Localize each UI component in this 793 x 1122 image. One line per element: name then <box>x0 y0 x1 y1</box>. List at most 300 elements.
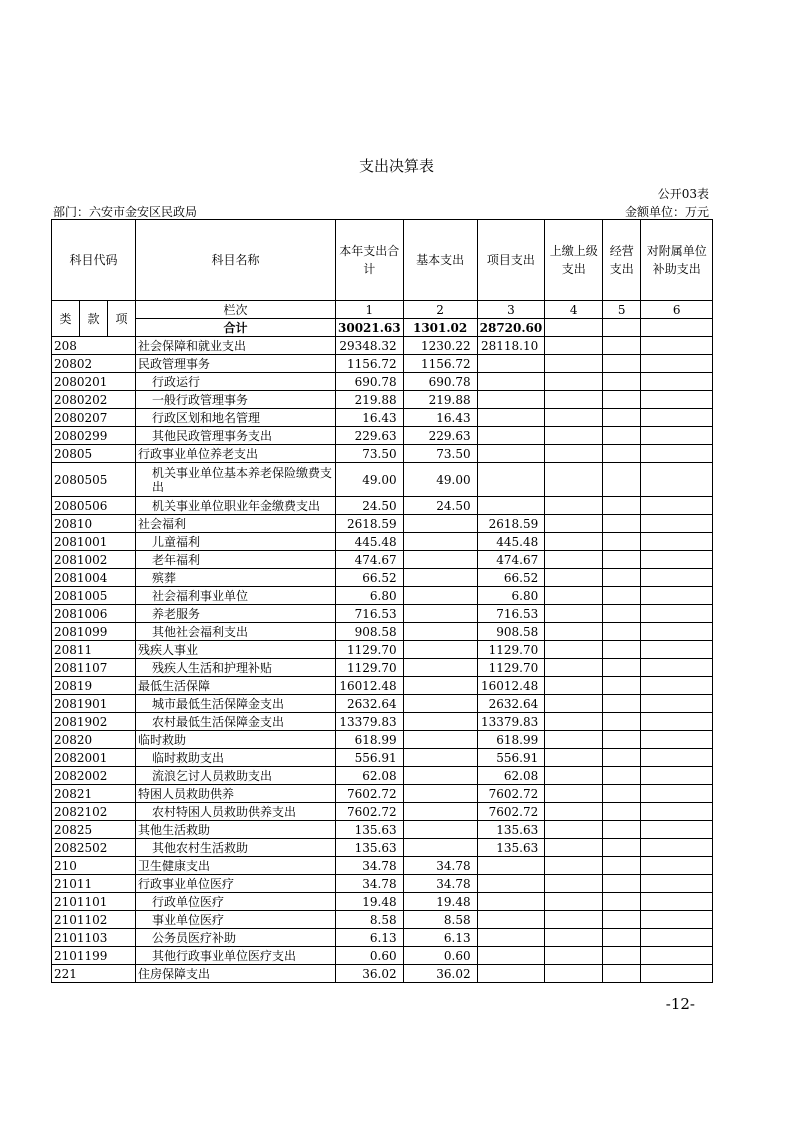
row-name: 老年福利 <box>136 551 336 569</box>
header-row <box>52 220 713 301</box>
row-total: 229.63 <box>336 427 404 445</box>
row-business <box>603 587 641 605</box>
row-business <box>603 767 641 785</box>
row-code: 2080299 <box>52 427 136 445</box>
row-upper <box>545 803 603 821</box>
row-upper <box>545 373 603 391</box>
row-subsidy <box>641 551 713 569</box>
row-upper <box>545 965 603 983</box>
row-name: 养老服务 <box>136 605 336 623</box>
row-business <box>603 641 641 659</box>
row-business <box>603 515 641 533</box>
row-code: 20821 <box>52 785 136 803</box>
row-business <box>603 391 641 409</box>
row-basic <box>403 821 477 839</box>
unit-label: 金额单位：万元 <box>624 205 709 219</box>
row-basic <box>403 713 477 731</box>
row-basic <box>403 623 477 641</box>
row-code: 2081902 <box>52 713 136 731</box>
row-project: 556.91 <box>477 749 545 767</box>
row-project <box>477 463 545 497</box>
row-business <box>603 463 641 497</box>
row-total: 24.50 <box>336 497 404 515</box>
row-name: 其他行政事业单位医疗支出 <box>136 947 336 965</box>
row-total: 7602.72 <box>336 803 404 821</box>
row-business <box>603 497 641 515</box>
row-business <box>603 911 641 929</box>
row-subsidy <box>641 337 713 355</box>
row-basic <box>403 803 477 821</box>
row-upper <box>545 839 603 857</box>
row-code: 2081006 <box>52 605 136 623</box>
row-code: 2080201 <box>52 373 136 391</box>
row-code: 20802 <box>52 355 136 373</box>
row-business <box>603 373 641 391</box>
table-row <box>52 587 713 605</box>
row-code: 2082002 <box>52 767 136 785</box>
row-upper <box>545 911 603 929</box>
row-basic <box>403 677 477 695</box>
row-subsidy <box>641 373 713 391</box>
row-total: 34.78 <box>336 875 404 893</box>
table-row <box>52 605 713 623</box>
row-basic <box>403 587 477 605</box>
row-total: 6.13 <box>336 929 404 947</box>
row-total: 135.63 <box>336 839 404 857</box>
row-name: 住房保障支出 <box>136 965 336 983</box>
table-row <box>52 965 713 983</box>
row-name: 残疾人生活和护理补贴 <box>136 659 336 677</box>
row-subsidy <box>641 767 713 785</box>
row-project: 62.08 <box>477 767 545 785</box>
header-code: 科目代码 <box>52 220 136 301</box>
row-code: 2082001 <box>52 749 136 767</box>
row-code: 2101199 <box>52 947 136 965</box>
row-upper <box>545 551 603 569</box>
row-project: 2632.64 <box>477 695 545 713</box>
row-project: 66.52 <box>477 569 545 587</box>
row-basic <box>403 515 477 533</box>
row-project: 16012.48 <box>477 677 545 695</box>
row-project: 716.53 <box>477 605 545 623</box>
row-name: 临时救助支出 <box>136 749 336 767</box>
row-project: 135.63 <box>477 821 545 839</box>
row-code: 2080505 <box>52 463 136 497</box>
row-name: 一般行政管理事务 <box>136 391 336 409</box>
row-subsidy <box>641 427 713 445</box>
row-business <box>603 839 641 857</box>
row-upper <box>545 785 603 803</box>
row-business <box>603 965 641 983</box>
row-total: 36.02 <box>336 965 404 983</box>
row-project <box>477 893 545 911</box>
col-index-4: 4 <box>545 301 603 319</box>
row-business <box>603 947 641 965</box>
table-row <box>52 551 713 569</box>
row-subsidy <box>641 821 713 839</box>
row-subsidy <box>641 929 713 947</box>
row-subsidy <box>641 911 713 929</box>
row-subsidy <box>641 409 713 427</box>
row-code: 2081107 <box>52 659 136 677</box>
row-upper <box>545 695 603 713</box>
row-basic <box>403 605 477 623</box>
row-subsidy <box>641 497 713 515</box>
row-upper <box>545 893 603 911</box>
row-name: 最低生活保障 <box>136 677 336 695</box>
row-name: 行政事业单位医疗 <box>136 875 336 893</box>
row-name: 特困人员救助供养 <box>136 785 336 803</box>
row-basic <box>403 695 477 713</box>
row-subsidy <box>641 803 713 821</box>
row-total: 1129.70 <box>336 641 404 659</box>
row-upper <box>545 427 603 445</box>
row-code: 2081099 <box>52 623 136 641</box>
row-subsidy <box>641 515 713 533</box>
table-row <box>52 641 713 659</box>
row-total: 29348.32 <box>336 337 404 355</box>
row-code: 20811 <box>52 641 136 659</box>
row-subsidy <box>641 605 713 623</box>
header-project: 项目支出 <box>477 220 545 301</box>
row-upper <box>545 641 603 659</box>
row-upper <box>545 677 603 695</box>
row-subsidy <box>641 731 713 749</box>
row-project <box>477 409 545 427</box>
header-basic: 基本支出 <box>403 220 477 301</box>
row-subsidy <box>641 641 713 659</box>
row-name: 临时救助 <box>136 731 336 749</box>
row-business <box>603 749 641 767</box>
row-project: 28118.10 <box>477 337 545 355</box>
table-row <box>52 515 713 533</box>
row-name: 公务员医疗补助 <box>136 929 336 947</box>
row-code: 208 <box>52 337 136 355</box>
row-name: 机关事业单位基本养老保险缴费支出 <box>136 463 336 497</box>
row-name: 事业单位医疗 <box>136 911 336 929</box>
row-project <box>477 391 545 409</box>
table-row <box>52 497 713 515</box>
row-name: 儿童福利 <box>136 533 336 551</box>
col-index-2: 2 <box>403 301 477 319</box>
row-total: 716.53 <box>336 605 404 623</box>
row-total: 7602.72 <box>336 785 404 803</box>
department-label: 部门：六安市金安区民政局 <box>53 205 198 219</box>
row-total: 2632.64 <box>336 695 404 713</box>
header-name: 科目名称 <box>136 220 336 301</box>
row-upper <box>545 463 603 497</box>
row-project: 1129.70 <box>477 659 545 677</box>
table-row <box>52 659 713 677</box>
row-project: 2618.59 <box>477 515 545 533</box>
row-basic: 1230.22 <box>403 337 477 355</box>
row-project: 618.99 <box>477 731 545 749</box>
row-code: 210 <box>52 857 136 875</box>
row-basic: 1156.72 <box>403 355 477 373</box>
table-row <box>52 533 713 551</box>
row-total: 13379.83 <box>336 713 404 731</box>
header-kuan: 款 <box>80 301 108 337</box>
col-index-6: 6 <box>641 301 713 319</box>
row-subsidy <box>641 947 713 965</box>
row-basic <box>403 533 477 551</box>
table-row <box>52 893 713 911</box>
row-project: 13379.83 <box>477 713 545 731</box>
table-row <box>52 911 713 929</box>
row-business <box>603 533 641 551</box>
table-row <box>52 821 713 839</box>
row-project <box>477 875 545 893</box>
row-business <box>603 857 641 875</box>
row-upper <box>545 605 603 623</box>
row-code: 20820 <box>52 731 136 749</box>
row-name: 农村特困人员救助供养支出 <box>136 803 336 821</box>
row-project <box>477 427 545 445</box>
row-basic <box>403 641 477 659</box>
row-name: 其他社会福利支出 <box>136 623 336 641</box>
row-upper <box>545 515 603 533</box>
row-upper <box>545 355 603 373</box>
header-upper: 上缴上级支出 <box>545 220 603 301</box>
row-name: 行政区划和地名管理 <box>136 409 336 427</box>
row-basic: 219.88 <box>403 391 477 409</box>
row-code: 2080207 <box>52 409 136 427</box>
row-subsidy <box>641 677 713 695</box>
table-row <box>52 463 713 497</box>
table-row <box>52 875 713 893</box>
row-project <box>477 857 545 875</box>
table-row <box>52 947 713 965</box>
row-project: 908.58 <box>477 623 545 641</box>
row-name: 机关事业单位职业年金缴费支出 <box>136 497 336 515</box>
row-name: 农村最低生活保障金支出 <box>136 713 336 731</box>
row-code: 2081001 <box>52 533 136 551</box>
row-name: 其他农村生活救助 <box>136 839 336 857</box>
row-code: 2082502 <box>52 839 136 857</box>
row-upper <box>545 929 603 947</box>
row-business <box>603 929 641 947</box>
row-total: 474.67 <box>336 551 404 569</box>
row-project: 1129.70 <box>477 641 545 659</box>
table-row <box>52 785 713 803</box>
row-subsidy <box>641 857 713 875</box>
row-business <box>603 409 641 427</box>
table-row <box>52 713 713 731</box>
row-project: 7602.72 <box>477 785 545 803</box>
row-upper <box>545 821 603 839</box>
row-basic: 73.50 <box>403 445 477 463</box>
row-subsidy <box>641 713 713 731</box>
row-total: 62.08 <box>336 767 404 785</box>
row-total: 2618.59 <box>336 515 404 533</box>
row-subsidy <box>641 785 713 803</box>
row-name: 城市最低生活保障金支出 <box>136 695 336 713</box>
row-subsidy <box>641 875 713 893</box>
row-business <box>603 569 641 587</box>
row-total: 556.91 <box>336 749 404 767</box>
row-basic: 16.43 <box>403 409 477 427</box>
row-total: 219.88 <box>336 391 404 409</box>
row-basic: 34.78 <box>403 875 477 893</box>
row-subsidy <box>641 965 713 983</box>
row-name: 殡葬 <box>136 569 336 587</box>
row-business <box>603 731 641 749</box>
row-subsidy <box>641 533 713 551</box>
row-basic: 49.00 <box>403 463 477 497</box>
total-sum: 30021.63 <box>336 319 404 337</box>
row-upper <box>545 623 603 641</box>
row-subsidy <box>641 839 713 857</box>
row-total: 0.60 <box>336 947 404 965</box>
row-project: 135.63 <box>477 839 545 857</box>
row-subsidy <box>641 569 713 587</box>
row-project <box>477 355 545 373</box>
page-title: 支出决算表 <box>358 157 434 175</box>
row-basic: 19.48 <box>403 893 477 911</box>
col-index-1: 1 <box>336 301 404 319</box>
row-business <box>603 445 641 463</box>
row-total: 73.50 <box>336 445 404 463</box>
row-project: 474.67 <box>477 551 545 569</box>
row-business <box>603 623 641 641</box>
row-project <box>477 373 545 391</box>
row-total: 1156.72 <box>336 355 404 373</box>
row-business <box>603 785 641 803</box>
row-code: 2081002 <box>52 551 136 569</box>
row-upper <box>545 445 603 463</box>
row-business <box>603 551 641 569</box>
row-code: 2101101 <box>52 893 136 911</box>
row-upper <box>545 713 603 731</box>
row-business <box>603 427 641 445</box>
row-upper <box>545 875 603 893</box>
row-project <box>477 929 545 947</box>
total-row <box>52 319 713 337</box>
row-business <box>603 893 641 911</box>
table-row <box>52 445 713 463</box>
row-code: 20819 <box>52 677 136 695</box>
table-row <box>52 391 713 409</box>
row-subsidy <box>641 749 713 767</box>
row-code: 2080202 <box>52 391 136 409</box>
row-code: 2081004 <box>52 569 136 587</box>
row-total: 19.48 <box>336 893 404 911</box>
row-name: 卫生健康支出 <box>136 857 336 875</box>
row-name: 社会福利 <box>136 515 336 533</box>
row-basic <box>403 839 477 857</box>
table-row <box>52 695 713 713</box>
row-project: 445.48 <box>477 533 545 551</box>
expenditure-table <box>51 219 713 983</box>
table-row <box>52 355 713 373</box>
row-name: 其他民政管理事务支出 <box>136 427 336 445</box>
total-basic: 1301.02 <box>403 319 477 337</box>
row-name: 流浪乞讨人员救助支出 <box>136 767 336 785</box>
row-upper <box>545 767 603 785</box>
table-row <box>52 749 713 767</box>
table-row <box>52 569 713 587</box>
row-upper <box>545 731 603 749</box>
table-number: 公开03表 <box>657 187 709 201</box>
row-total: 908.58 <box>336 623 404 641</box>
header-lei: 类 <box>52 301 80 337</box>
header-business: 经营支出 <box>603 220 641 301</box>
row-code: 21011 <box>52 875 136 893</box>
table-row <box>52 731 713 749</box>
row-project <box>477 911 545 929</box>
row-total: 445.48 <box>336 533 404 551</box>
row-subsidy <box>641 587 713 605</box>
row-basic: 0.60 <box>403 947 477 965</box>
row-code: 20805 <box>52 445 136 463</box>
row-code: 20825 <box>52 821 136 839</box>
row-subsidy <box>641 659 713 677</box>
row-name: 行政单位医疗 <box>136 893 336 911</box>
row-basic <box>403 749 477 767</box>
total-project: 28720.60 <box>477 319 545 337</box>
row-code: 221 <box>52 965 136 983</box>
row-basic <box>403 569 477 587</box>
lanci-label: 栏次 <box>136 301 336 319</box>
row-total: 618.99 <box>336 731 404 749</box>
table-row <box>52 409 713 427</box>
row-total: 66.52 <box>336 569 404 587</box>
row-total: 34.78 <box>336 857 404 875</box>
row-business <box>603 803 641 821</box>
row-total: 8.58 <box>336 911 404 929</box>
row-project <box>477 947 545 965</box>
row-upper <box>545 749 603 767</box>
row-total: 16012.48 <box>336 677 404 695</box>
row-name: 行政事业单位养老支出 <box>136 445 336 463</box>
row-basic <box>403 767 477 785</box>
row-upper <box>545 659 603 677</box>
row-subsidy <box>641 445 713 463</box>
row-business <box>603 821 641 839</box>
table-row <box>52 803 713 821</box>
row-basic <box>403 551 477 569</box>
table-row <box>52 373 713 391</box>
row-code: 2081005 <box>52 587 136 605</box>
row-basic: 36.02 <box>403 965 477 983</box>
table-row <box>52 767 713 785</box>
row-business <box>603 695 641 713</box>
row-code: 2101102 <box>52 911 136 929</box>
row-upper <box>545 497 603 515</box>
row-name: 社会福利事业单位 <box>136 587 336 605</box>
row-total: 49.00 <box>336 463 404 497</box>
row-code: 2082102 <box>52 803 136 821</box>
total-label: 合计 <box>136 319 336 337</box>
row-upper <box>545 947 603 965</box>
row-total: 135.63 <box>336 821 404 839</box>
row-basic: 690.78 <box>403 373 477 391</box>
row-name: 行政运行 <box>136 373 336 391</box>
row-basic <box>403 659 477 677</box>
row-business <box>603 605 641 623</box>
row-basic: 34.78 <box>403 857 477 875</box>
row-code: 2081901 <box>52 695 136 713</box>
header-xiang: 项 <box>108 301 136 337</box>
row-name: 社会保障和就业支出 <box>136 337 336 355</box>
row-basic: 8.58 <box>403 911 477 929</box>
row-business <box>603 713 641 731</box>
row-business <box>603 677 641 695</box>
table-row <box>52 857 713 875</box>
row-subsidy <box>641 463 713 497</box>
row-subsidy <box>641 623 713 641</box>
row-upper <box>545 857 603 875</box>
